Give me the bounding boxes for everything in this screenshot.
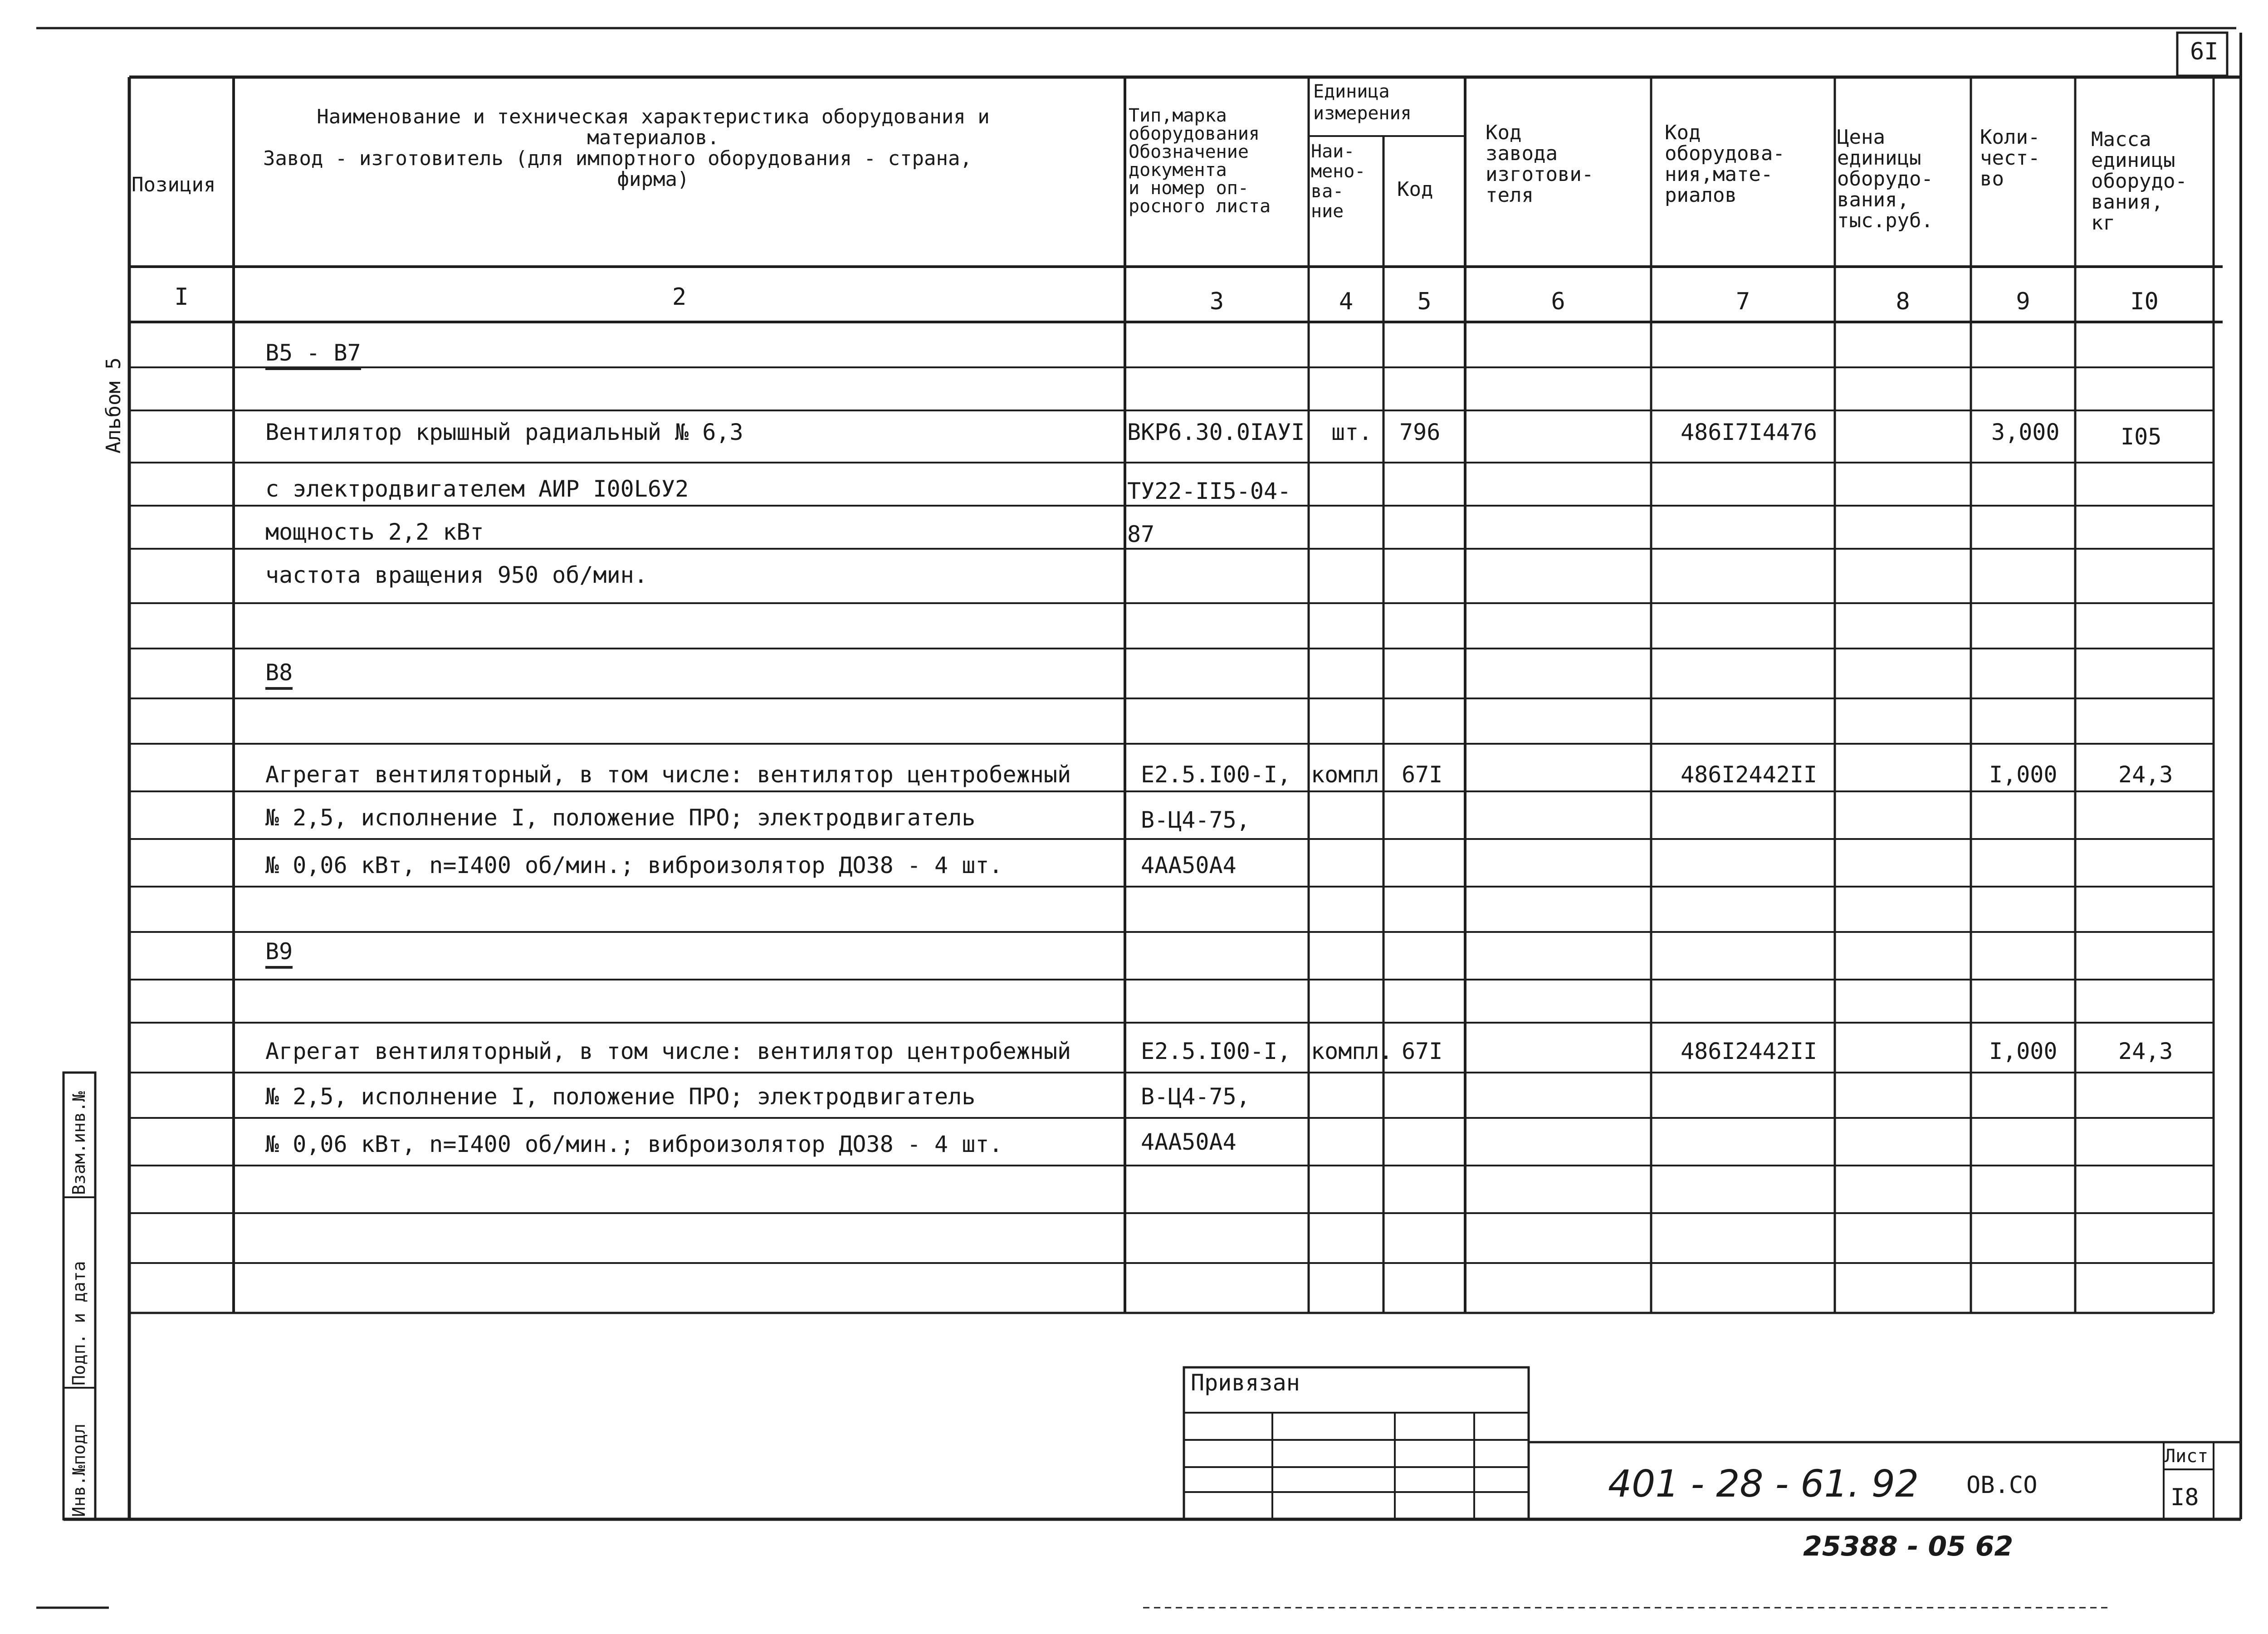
header-equip-line3: ния,мате-: [1665, 163, 1773, 186]
item-name-line: Агрегат вентиляторный, в том числе: вентилятор центробежный: [265, 761, 1071, 788]
header-unit: [1313, 81, 1412, 124]
item-name-line: № 2,5, исполнение I, положение ПРО; электродвигатель: [265, 1083, 976, 1110]
item-name-line: Вентилятор крышный радиальный № 6,3: [265, 419, 743, 445]
item-quantity: 3,000: [1991, 419, 2060, 445]
col-number-3: 3: [1209, 288, 1224, 315]
col-number-2: 2: [672, 283, 687, 311]
header-price-line4: вания,: [1837, 188, 1909, 211]
item-quantity: I,000: [1989, 761, 2058, 788]
col-number-10: I0: [2130, 288, 2159, 315]
header-type-line3: Обозначение: [1129, 141, 1249, 162]
header-unit-code: Код: [1397, 178, 1433, 201]
header-equip-line4: риалов: [1665, 184, 1737, 207]
header-price: [1837, 127, 1933, 231]
item-unit-name: компл.: [1311, 1038, 1393, 1064]
item-unit-name: шт.: [1331, 419, 1373, 445]
item-equipment-code: 486I2442II: [1681, 1038, 1818, 1064]
header-price-line3: оборудо-: [1837, 167, 1933, 190]
header-unit-line2: измерения: [1313, 103, 1412, 124]
item-type-line: ТУ22-II5-04-: [1127, 478, 1291, 504]
header-type: [1129, 107, 1271, 215]
item-type-line: Е2.5.I00-I,: [1141, 1038, 1291, 1064]
header-type-line5: и номер оп-: [1129, 178, 1249, 199]
item-type-line: ВКР6.30.0IАУI: [1127, 419, 1305, 445]
header-mass-line5: кг: [2091, 211, 2115, 234]
item-type-line: 4АА50А4: [1141, 1129, 1237, 1155]
header-price-line1: Цена: [1837, 126, 1885, 149]
header-price-line2: единицы: [1837, 146, 1921, 170]
item-type-line: Е2.5.I00-I,: [1141, 761, 1291, 788]
header-mass-line4: вания,: [2091, 190, 2163, 214]
item-name-line: с электродвигателем АИР I00L6У2: [265, 476, 689, 502]
item-name-line: мощность 2,2 кВт: [265, 519, 484, 545]
header-name-line4: фирма): [617, 168, 689, 191]
archive-number: 25388 - 05 62: [1803, 1531, 2014, 1562]
header-mass: [2091, 129, 2187, 234]
header-equip-line2: оборудова-: [1665, 142, 1785, 165]
item-unit-code: 67I: [1402, 1038, 1443, 1064]
item-unit-code: 796: [1399, 419, 1441, 445]
header-type-line2: оборудования: [1129, 123, 1260, 144]
header-name: [254, 107, 1116, 190]
document-code: 401 - 28 - 61. 92: [1608, 1463, 1919, 1506]
header-factory-line2: завода: [1486, 142, 1558, 165]
item-name-line: Агрегат вентиляторный, в том числе: вентилятор центробежный: [265, 1038, 1071, 1064]
col-number-5: 5: [1417, 288, 1432, 315]
header-qty-line3: во: [1980, 167, 2004, 190]
col-number-7: 7: [1735, 288, 1750, 315]
header-factory-code: [1486, 122, 1593, 206]
col-number-9: 9: [2016, 288, 2030, 315]
item-name-line: № 2,5, исполнение I, положение ПРО; электродвигатель: [265, 805, 976, 831]
header-mass-line3: оборудо-: [2091, 170, 2187, 193]
header-mass-line2: единицы: [2091, 149, 2175, 172]
header-qty-line2: чест-: [1980, 146, 2040, 170]
header-unit-name-line3: ва-: [1311, 181, 1344, 202]
header-unit-name-line1: Наи-: [1311, 141, 1355, 162]
title-block-label: Привязан: [1191, 1370, 1300, 1396]
item-mass: 24,3: [2118, 761, 2173, 788]
item-type-line: В-Ц4-75,: [1141, 1083, 1250, 1110]
header-type-line6: росного листа: [1129, 196, 1271, 217]
section-heading-b5-b7: [265, 340, 361, 370]
section-title: В9: [265, 939, 293, 969]
stamp-sign-date: Подп. и дата: [69, 1261, 89, 1385]
col-number-6: 6: [1551, 288, 1565, 315]
section-title: В5 - В7: [265, 340, 361, 370]
item-type-line: 87: [1127, 521, 1155, 547]
item-name-line: частота вращения 950 об/мин.: [265, 562, 648, 588]
header-factory-line4: теля: [1486, 184, 1534, 207]
stamp-replace-inv: Взам.инв.№: [69, 1091, 89, 1195]
header-qty-line1: Коли-: [1980, 126, 2040, 149]
stamp-inv-no: Инв.№подл: [69, 1424, 89, 1517]
album-label: Альбом 5: [102, 357, 125, 454]
header-unit-name-line4: ние: [1311, 201, 1344, 222]
header-unit-name-line2: мено-: [1311, 161, 1366, 182]
section-heading-b9: [265, 939, 293, 969]
item-equipment-code: 486I2442II: [1681, 761, 1818, 788]
header-equip-line1: Код: [1665, 121, 1701, 144]
col-number-8: 8: [1896, 288, 1910, 315]
header-mass-line1: Масса: [2091, 128, 2151, 151]
header-unit-line1: Единица: [1313, 81, 1390, 102]
header-position: Позиция: [132, 173, 216, 196]
section-title: В8: [265, 660, 293, 690]
header-price-line5: тыс.руб.: [1837, 209, 1933, 232]
item-mass: I05: [2121, 424, 2162, 450]
header-factory-line1: Код: [1486, 121, 1522, 144]
sheet-label: Лист: [2165, 1446, 2209, 1467]
col-number-4: 4: [1339, 288, 1354, 315]
col-number-1: I: [174, 283, 189, 311]
header-quantity: [1980, 127, 2040, 190]
header-unit-name: [1311, 141, 1365, 221]
item-type-line: В-Ц4-75,: [1141, 807, 1250, 833]
document-mark: ОВ.СО: [1966, 1472, 2038, 1499]
item-quantity: I,000: [1989, 1038, 2058, 1064]
header-equipment-code: [1665, 122, 1785, 206]
item-type-line: 4АА50А4: [1141, 852, 1237, 878]
section-heading-b8: [265, 660, 293, 690]
page-number: 6I: [2190, 38, 2219, 65]
item-name-line: № 0,06 кВт, n=I400 об/мин.; виброизолятор ДО38 - 4 шт.: [265, 852, 1003, 878]
item-equipment-code: 486I7I4476: [1681, 419, 1818, 445]
header-name-line2: материалов.: [587, 126, 719, 149]
item-mass: 24,3: [2118, 1038, 2173, 1064]
item-unit-code: 67I: [1402, 761, 1443, 788]
header-type-line1: Тип,марка: [1129, 105, 1227, 126]
item-name-line: № 0,06 кВт, n=I400 об/мин.; виброизолятор ДО38 - 4 шт.: [265, 1131, 1003, 1157]
header-type-line4: документа: [1129, 160, 1227, 180]
header-name-line1: Наименование и техническая характеристика оборудования и: [317, 105, 990, 128]
header-name-line3: Завод - изготовитель (для импортного оборудования - страна,: [263, 147, 972, 170]
sheet-number: I8: [2170, 1484, 2199, 1511]
header-factory-line3: изготови-: [1486, 163, 1594, 186]
item-unit-name: компл: [1311, 761, 1379, 788]
